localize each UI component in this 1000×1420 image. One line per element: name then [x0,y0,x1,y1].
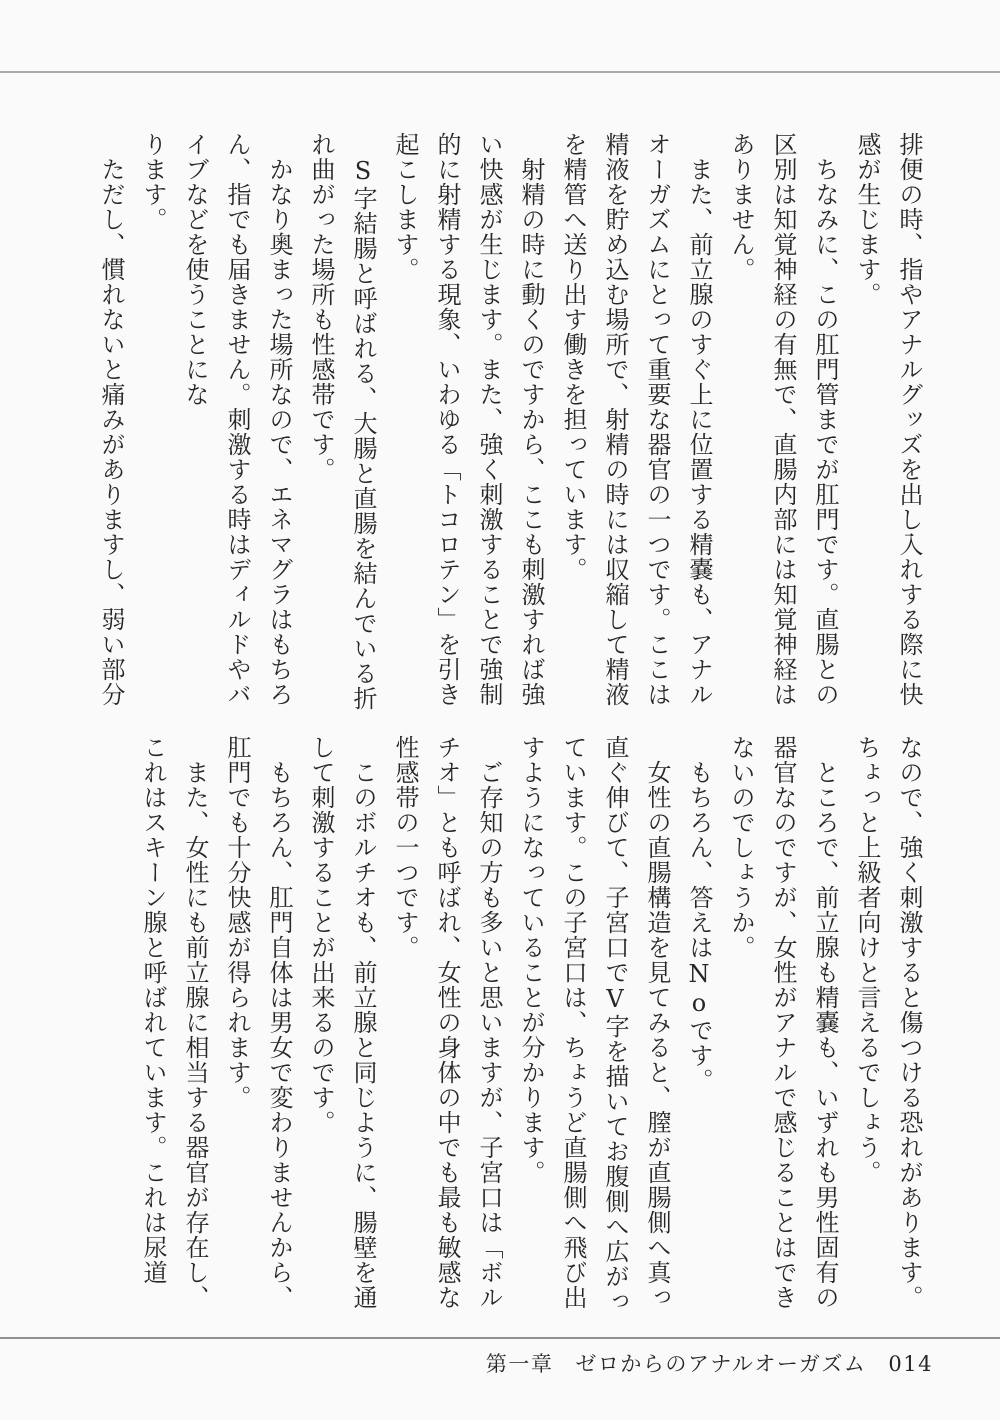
text-column: オーガズムにとって重要な器官の一つです。ここは [643,132,671,707]
text-column: もちろん、肛門自体は男女で変わりませんから、 [265,735,293,1310]
text-column: 感が生じます。 [853,132,881,307]
text-column: ところで、前立腺も精嚢も、いずれも男性固有の [811,735,839,1310]
chapter-label: 第一章 [485,1352,554,1376]
text-column: 排便の時、指やアナルグッズを出し入れする際に快 [895,132,923,707]
text-column: 区別は知覚神経の有無で、直腸内部には知覚神経は [769,132,797,707]
text-column: ご存知の方も多いと思いますが、子宮口は「ボル [475,735,503,1310]
text-column: 女性の直腸構造を見てみると、膣が直腸側へ真っ [643,735,671,1310]
text-column: 性感帯の一つです。 [391,735,419,960]
text-column: い快感が生じます。また、強く刺激することで強制 [475,132,503,707]
text-column: もちろん、答えはNoです。 [685,735,713,1093]
text-column: イブなどを使うことにな [181,132,209,407]
text-column: チオ」とも呼ばれ、女性の身体の中でも最も敏感な [433,735,461,1310]
text-column: また、前立腺のすぐ上に位置する精嚢も、アナル [685,132,713,707]
text-column: ちなみに、この肛門管までが肛門です。直腸との [811,132,839,707]
text-column: を精管へ送り出す働きを担っています。 [559,132,587,582]
text-column: 起こします。 [391,132,419,282]
text-column: ないのでしょうか。 [727,735,755,960]
text-column: ありません。 [727,132,755,282]
text-block-top [90,132,930,714]
text-column: これはスキーン腺と呼ばれています。これは尿道 [139,735,167,1285]
text-column: なので、強く刺激すると傷つける恐れがあります。 [895,735,923,1310]
text-column: れ曲がった場所も性感帯です。 [307,132,335,482]
text-column: 直ぐ伸びて、子宮口でV字を描いてお腹側へ広がっ [601,735,629,1314]
text-column: すようになっていることが分かります。 [517,735,545,1185]
text-column: このボルチオも、前立腺と同じように、腸壁を通 [349,735,377,1310]
text-column: ん、指でも届きません。刺激する時はディルドやバ [223,132,251,707]
text-column: して刺激することが出来るのです。 [307,735,335,1135]
text-column: 器官なのですが、女性がアナルで感じることはでき [769,735,797,1310]
page-footer [486,1348,933,1378]
text-column: 肛門でも十分快感が得られます。 [223,735,251,1110]
text-column: 的に射精する現象、いわゆる「トコロテン」を引き [433,132,461,707]
text-column: ります。 [139,132,167,232]
text-column: また、女性にも前立腺に相当する器官が存在し、 [181,735,209,1310]
text-column: ています。この子宮口は、ちょうど直腸側へ飛び出 [559,735,587,1310]
book-title: ゼロからのアナルオーガズム [575,1352,867,1376]
footer-divider-line [0,1337,1000,1339]
text-column: ちょっと上級者向けと言えるでしょう。 [853,735,881,1185]
text-column: 精液を貯め込む場所で、射精の時には収縮して精液 [601,132,629,707]
top-divider-line [0,71,1000,73]
text-column: ただし、慣れないと痛みがありますし、弱い部分 [97,132,125,707]
text-block-bottom [132,735,930,1317]
text-column: かなり奥まった場所なので、エネマグラはもちろ [265,132,293,707]
text-column: 射精の時に動くのですから、ここも刺激すれば強 [517,132,545,707]
page-number: 014 [888,1352,933,1376]
text-column: S字結腸と呼ばれる、大腸と直腸を結んでいる折 [349,132,377,711]
